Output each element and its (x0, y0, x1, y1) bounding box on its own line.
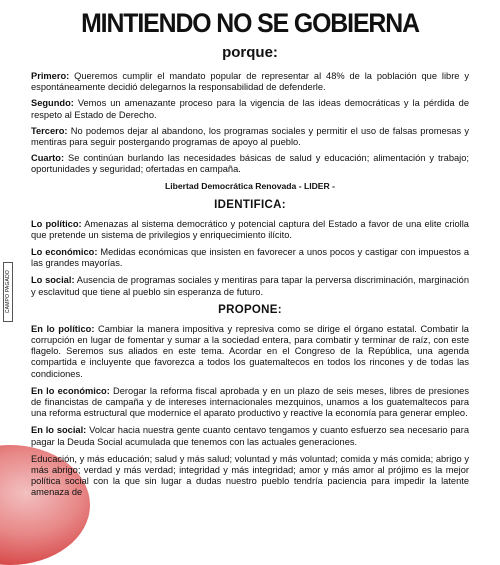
propone-closing: Educación, y más educación; salud y más salud; voluntad y más voluntad; comida y más comida; abrigo y más abrigo; verdad y más verdad; integridad y más integridad; amor y más amor al prójimo es la mejor política social con la que sin lugar a dudas nuestro pueblo tendría paciencia para impedir la latente amenaza de (31, 453, 469, 498)
intro-label: Segundo: (31, 98, 74, 109)
identifica-heading: IDENTIFICA: (214, 198, 286, 211)
intro-paragraph-1 (31, 71, 469, 93)
paid-field-text: CAMPO PAGADO (5, 270, 11, 314)
intro-paragraph-3 (31, 126, 469, 148)
propone-label: En lo político: (31, 323, 95, 334)
identifica-item-2 (31, 247, 469, 269)
identifica-label: Lo social: (31, 275, 75, 286)
intro-text: Se continúan burlando las necesidades básicas de salud y educación; alimentación y trabajo; oportunidades y seguridad; ofertadas en campaña. (31, 153, 469, 175)
intro-text: No podemos dejar al abandono, los programas sociales y permitir el uso de falsas promesas y mentiras para seguir postergando programas de apoyo al pueblo. (31, 125, 469, 148)
intro-label: Cuarto: (31, 153, 65, 164)
propone-text: Derogar la reforma fiscal aprobada y en un plazo de seis meses, libres de presiones de financistas de campaña y de intereses internacionales mezquinos, unamos a los guatemaltecos para una reforma estructural que modernice el aparato productivo y reactive la economía para generar empleo. (31, 385, 469, 419)
intro-paragraph-4 (31, 153, 469, 175)
intro-paragraph-2 (31, 98, 469, 120)
propone-item-2 (31, 386, 469, 420)
intro-label: Primero: (31, 71, 70, 81)
document-content (31, 8, 469, 505)
party-signature: Libertad Democrática Renovada - LIDER - (164, 180, 335, 191)
identifica-item-1 (31, 219, 469, 241)
identifica-text: Ausencia de programas sociales y mentiras para tapar la perversa discriminación, marginación y esclavitud que tiene al pueblo sin esperanza de futuro. (31, 275, 469, 297)
propone-text: Cambiar la manera impositiva y represiva como se dirige el órgano estatal. Combatir la corrupción en lugar de fomentar y sumar a la sociedad entera, para combatir y terminar de raíz, con este flagelo. Seremos sus aliados en este tema. Acordar en el Congreso de la República, una agenda compartida e incluyente que favorezca a todos los guatemaltecos en todos los rincones y de todas las condiciones. (31, 323, 469, 379)
propone-label: En lo social: (31, 425, 87, 436)
identifica-text: Medidas económicas que insisten en favorecer a unos pocos y castigar con impuestos a las grandes mayorías. (31, 247, 469, 269)
identifica-label: Lo político: (31, 218, 82, 229)
identifica-label: Lo económico: (31, 247, 98, 258)
propone-label: En lo económico: (31, 385, 110, 396)
page-title: MINTIENDO NO SE GOBIERNA (81, 8, 419, 38)
propone-item-1 (31, 324, 469, 380)
intro-text: Queremos cumplir el mandato popular de representar al 48% de la población que libre y espontáneamente decidió delegarnos la responsabilidad de defenderle. (31, 71, 469, 93)
propone-heading: PROPONE: (218, 303, 282, 316)
propone-item-3 (31, 425, 469, 447)
intro-label: Tercero: (31, 125, 68, 136)
intro-text: Vemos un amenazante proceso para la vigencia de las ideas democráticas y la pérdida de respeto al Estado de Derecho. (31, 98, 469, 120)
identifica-item-3 (31, 275, 469, 297)
propone-text: Volcar hacia nuestra gente cuanto centavo tengamos y cuanto esfuerzo sea necesario para pagar la Deuda Social acumulada que tenemos con las actuales generaciones. (31, 425, 469, 447)
page-subtitle: porque: (222, 44, 278, 61)
identifica-text: Amenazas al sistema democrático y potencial captura del Estado a favor de una elite criolla que pretende un sistema de privilegios y enriquecimiento ilícito. (31, 218, 469, 240)
paid-field-label (3, 262, 13, 322)
